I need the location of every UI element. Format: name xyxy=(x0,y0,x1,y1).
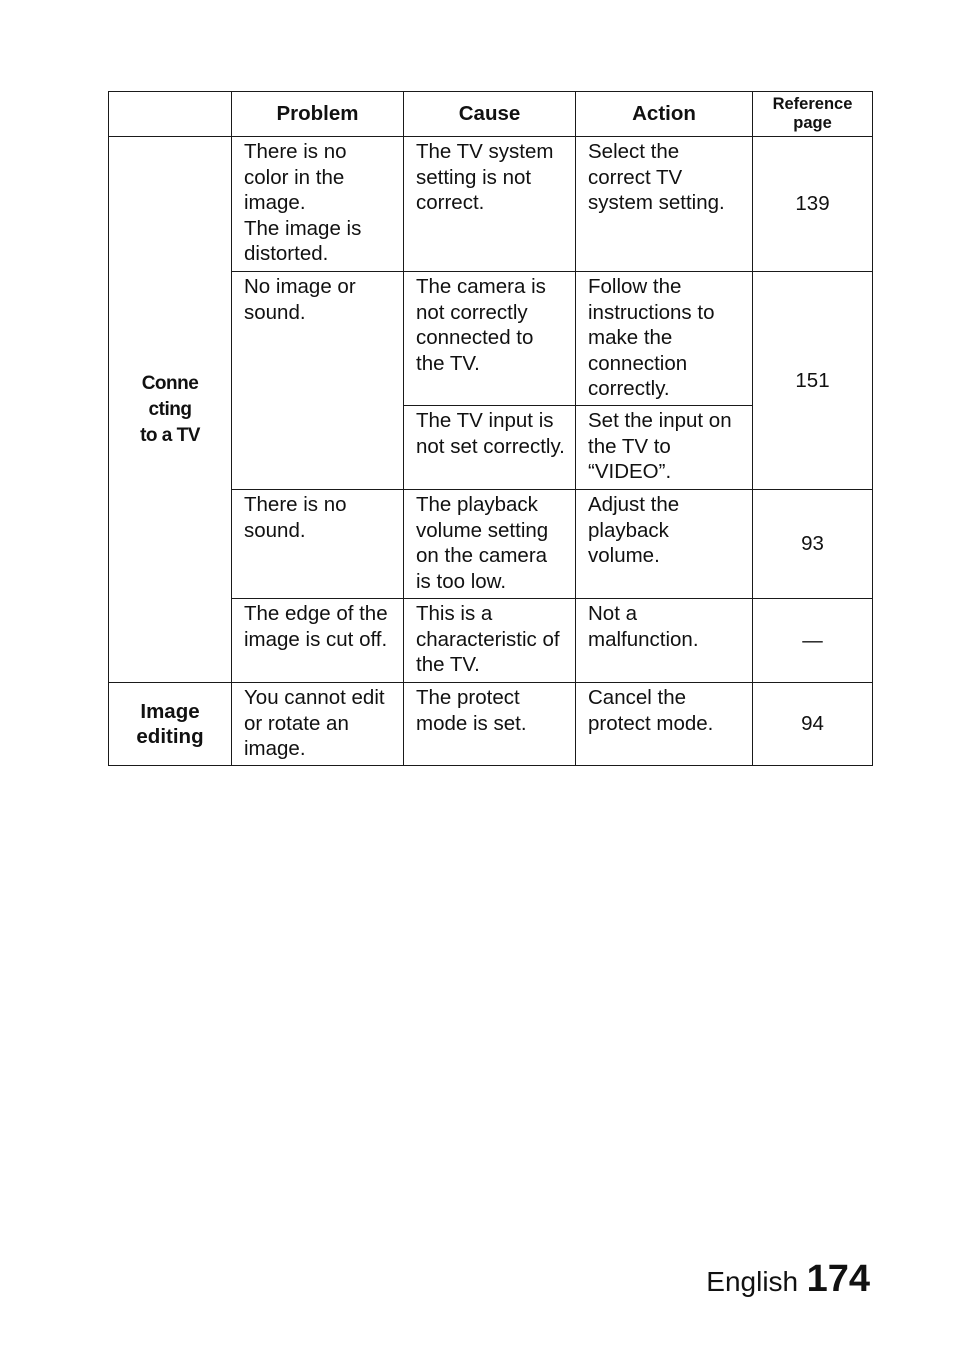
cause-cell: The camera is not correctly connected to the TV. xyxy=(404,272,576,406)
cause-cell: The TV input is not set correctly. xyxy=(404,406,576,490)
action-cell: Select the correct TV system setting. xyxy=(576,137,753,272)
table-row xyxy=(109,683,873,766)
table-row xyxy=(109,137,873,272)
category-image-editing: Image editing xyxy=(109,683,232,766)
problem-cell: No image or sound. xyxy=(232,272,404,490)
problem-cell: The edge of the image is cut off. xyxy=(232,599,404,683)
action-cell: Not a malfunction. xyxy=(576,599,753,683)
cause-cell: The TV system setting is not correct. xyxy=(404,137,576,272)
table-header-row xyxy=(109,92,873,137)
action-cell: Adjust the playback volume. xyxy=(576,490,753,599)
action-cell: Follow the instructions to make the connection correctly. xyxy=(576,272,753,406)
page-footer xyxy=(706,1258,870,1301)
reference-cell: 94 xyxy=(753,683,873,766)
category-connecting-to-tv: Connecting to a TV xyxy=(109,137,232,683)
reference-cell: 93 xyxy=(753,490,873,599)
cause-cell: The playback volume setting on the camera is too low. xyxy=(404,490,576,599)
reference-cell: 151 xyxy=(753,272,873,490)
cause-cell: The protect mode is set. xyxy=(404,683,576,766)
header-reference-page: Reference page xyxy=(753,92,873,137)
cause-cell: This is a characteristic of the TV. xyxy=(404,599,576,683)
problem-cell: There is no sound. xyxy=(232,490,404,599)
problem-cell: You cannot edit or rotate an image. xyxy=(232,683,404,766)
header-category xyxy=(109,92,232,137)
troubleshooting-table xyxy=(108,91,873,766)
reference-cell: — xyxy=(753,599,873,683)
footer-language: English xyxy=(706,1266,799,1297)
reference-cell: 139 xyxy=(753,137,873,272)
problem-cell: There is no color in the image. The image is distorted. xyxy=(232,137,404,272)
page-number: 174 xyxy=(806,1258,870,1300)
header-problem: Problem xyxy=(232,92,404,137)
header-action: Action xyxy=(576,92,753,137)
action-cell: Set the input on the TV to “VIDEO”. xyxy=(576,406,753,490)
header-cause: Cause xyxy=(404,92,576,137)
action-cell: Cancel the protect mode. xyxy=(576,683,753,766)
